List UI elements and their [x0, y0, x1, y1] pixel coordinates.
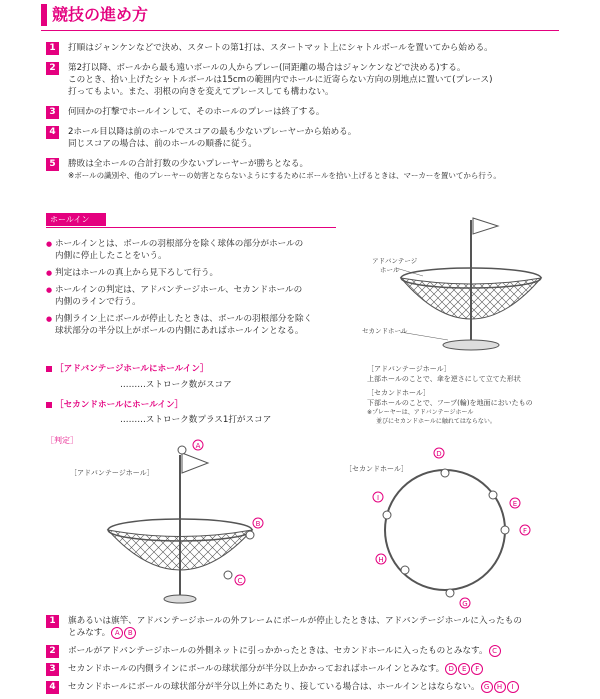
- def-note1: ※プレーヤーは、アドバンテージホール: [367, 409, 474, 416]
- step-text: 勝敗は全ホールの合計打数の少ないプレーヤーが勝ちとなる。: [68, 159, 309, 169]
- holein-tag: ホールイン: [46, 213, 106, 226]
- judge-rules: [46, 615, 576, 699]
- rule-text: ボールがアドバンテージホールの外側ネットに引っかかったときは、セカンドホールに入ったものとみなす。: [68, 646, 488, 656]
- step-text: 打ってもよい。また、羽根の向きを変えてプレースしても構わない。: [68, 87, 334, 97]
- marker-f: F: [522, 527, 528, 535]
- def-adv-title: ［アドバンテージホール］: [367, 365, 451, 373]
- judge-rule-item: [46, 645, 576, 657]
- rule-text: とみなす。: [68, 628, 111, 638]
- step-item: [46, 106, 566, 118]
- adv-score-head: [46, 362, 209, 374]
- sec-score-text: ………ストローク数プラス1打がスコア: [120, 415, 272, 425]
- marker-e: E: [512, 500, 518, 508]
- judge-tag: ［判定］: [46, 436, 78, 445]
- step-item: [46, 126, 566, 150]
- mark-i: I: [507, 681, 519, 693]
- bullet-item: [46, 284, 346, 308]
- bullet-item: [46, 313, 346, 337]
- bullet-text: 内側に停止したことをいう。: [55, 251, 167, 261]
- rule-text: セカンドホールにボールの球状部分が半分以上外にあたり、接している場合は、ホールインとはならない。: [68, 682, 480, 692]
- sec-score-head: [46, 398, 183, 410]
- mark-b: B: [124, 627, 136, 639]
- step-text: 何回かの打撃でホールインして、そのホールのプレーは終了する。: [68, 107, 325, 117]
- marker-d: D: [436, 450, 442, 458]
- marker-g: G: [462, 600, 468, 608]
- fig1-label-adv2: ホール: [380, 266, 400, 274]
- square-bullet-icon: [46, 366, 52, 372]
- marker-h: H: [378, 556, 384, 564]
- step-text: このとき、拾い上げたシャトルボールは15cmの範囲内でホールに近寄らない方向の別地点に置いて(プレース): [68, 75, 493, 85]
- square-bullet-icon: [46, 402, 52, 408]
- bullet-text: ● 判定はホールの真上から見下ろして行う。: [55, 268, 219, 278]
- sec-score-head-text: ［セカンドホールにホールイン］: [55, 400, 184, 410]
- def-sec-text: 下部ホールのことで、フープ(輪)を地面においたもの: [367, 399, 533, 407]
- mark-e: E: [458, 663, 470, 675]
- step-text: 打順はジャンケンなどで決め、スタートの第1打は、スタートマット上にシャトルボールを置いてから始める。: [68, 43, 493, 53]
- mark-g: G: [481, 681, 493, 693]
- marker-i: I: [376, 494, 380, 502]
- judge-rule-item: [46, 615, 576, 639]
- step-note: ※ボールの識別や、他のプレーヤーの妨害とならないようにするためにボールを拾い上げるときは、マーカーを置いてから行う。: [68, 171, 501, 180]
- bullet-text: 内側のラインで行う。: [55, 297, 141, 307]
- step-text: 第2打以降、ボールから最も遠いボールの人からプレー(同距離の場合はジャンケンなどで決める)する。: [68, 63, 466, 73]
- step-item: [46, 62, 566, 98]
- def-note2: 並びにセカンドホールに触れてはならない。: [376, 418, 496, 425]
- marker-b: B: [255, 520, 261, 528]
- adv-judge-illustration: [100, 435, 280, 615]
- fig1-label-adv: アドバンテージ: [372, 257, 418, 265]
- rule-text: 旗あるいは旗竿、アドバンテージホールの外フレームにボールが停止したときは、アドバンテージホールに入ったもの: [68, 616, 522, 626]
- mark-c: C: [489, 645, 501, 657]
- mark-a: A: [111, 627, 123, 639]
- rule-text: セカンドホールの内側ラインにボールの球状部分が半分以上かかっておればホールインとみなす。: [68, 664, 445, 674]
- judge-adv-label: ［アドバンテージホール］: [70, 469, 154, 477]
- bullet-text: ● ホールインとは、ボールの羽根部分を除く球体の部分がホールの: [55, 239, 304, 249]
- def-sec-title: ［セカンドホール］: [367, 389, 430, 397]
- step-number: 4: [46, 126, 59, 139]
- step-number: 2: [46, 62, 59, 75]
- bullet-item: [46, 267, 346, 279]
- holein-bullets: [46, 238, 346, 342]
- page-title: 競技の進め方: [52, 5, 149, 24]
- title-accent: [41, 4, 47, 26]
- step-number: 1: [46, 42, 59, 55]
- bullet-text: ● 内側ライン上にボールが停止したときは、ボールの羽根部分を除く: [55, 314, 313, 324]
- step-item: [46, 158, 566, 182]
- rule-number: 3: [46, 663, 59, 676]
- rule-number: 4: [46, 681, 59, 694]
- bullet-text: 球状部分の半分以上がボールの内側にあればホールインとなる。: [55, 326, 304, 336]
- step-item: [46, 42, 566, 54]
- steps-list: [46, 42, 566, 190]
- judge-rule-item: [46, 681, 576, 693]
- def-adv-text: 上部ホールのことで、傘を逆さにして立てた形状: [367, 375, 521, 383]
- judge-sec-label: ［セカンドホール］: [345, 465, 408, 473]
- marker-a: A: [195, 442, 201, 450]
- judge-rule-item: [46, 663, 576, 675]
- rule-text-line2: [68, 627, 576, 639]
- step-number: 3: [46, 106, 59, 119]
- mark-f: F: [471, 663, 483, 675]
- title-underline: [41, 30, 559, 31]
- mark-h: H: [494, 681, 506, 693]
- marker-c: C: [237, 577, 243, 585]
- holein-underline: [46, 227, 336, 228]
- bullet-item: [46, 238, 346, 262]
- mark-d: D: [445, 663, 457, 675]
- adv-score-text: ………ストローク数がスコア: [120, 380, 232, 390]
- adv-score-head-text: ［アドバンテージホールにホールイン］: [55, 364, 209, 374]
- step-text: 2ホール目以降は前のホールでスコアの最も少ないプレーヤーから始める。: [68, 127, 357, 137]
- hole-illustration: [358, 210, 558, 360]
- rule-number: 1: [46, 615, 59, 628]
- step-number: 5: [46, 158, 59, 171]
- step-text: 同じスコアの場合は、前のホールの順番に従う。: [68, 139, 257, 149]
- sec-judge-illustration: [335, 450, 555, 615]
- bullet-text: ● ホールインの判定は、アドバンテージホール、セカンドホールの: [55, 285, 303, 295]
- rule-number: 2: [46, 645, 59, 658]
- fig1-label-sec: セカンドホール: [362, 327, 408, 335]
